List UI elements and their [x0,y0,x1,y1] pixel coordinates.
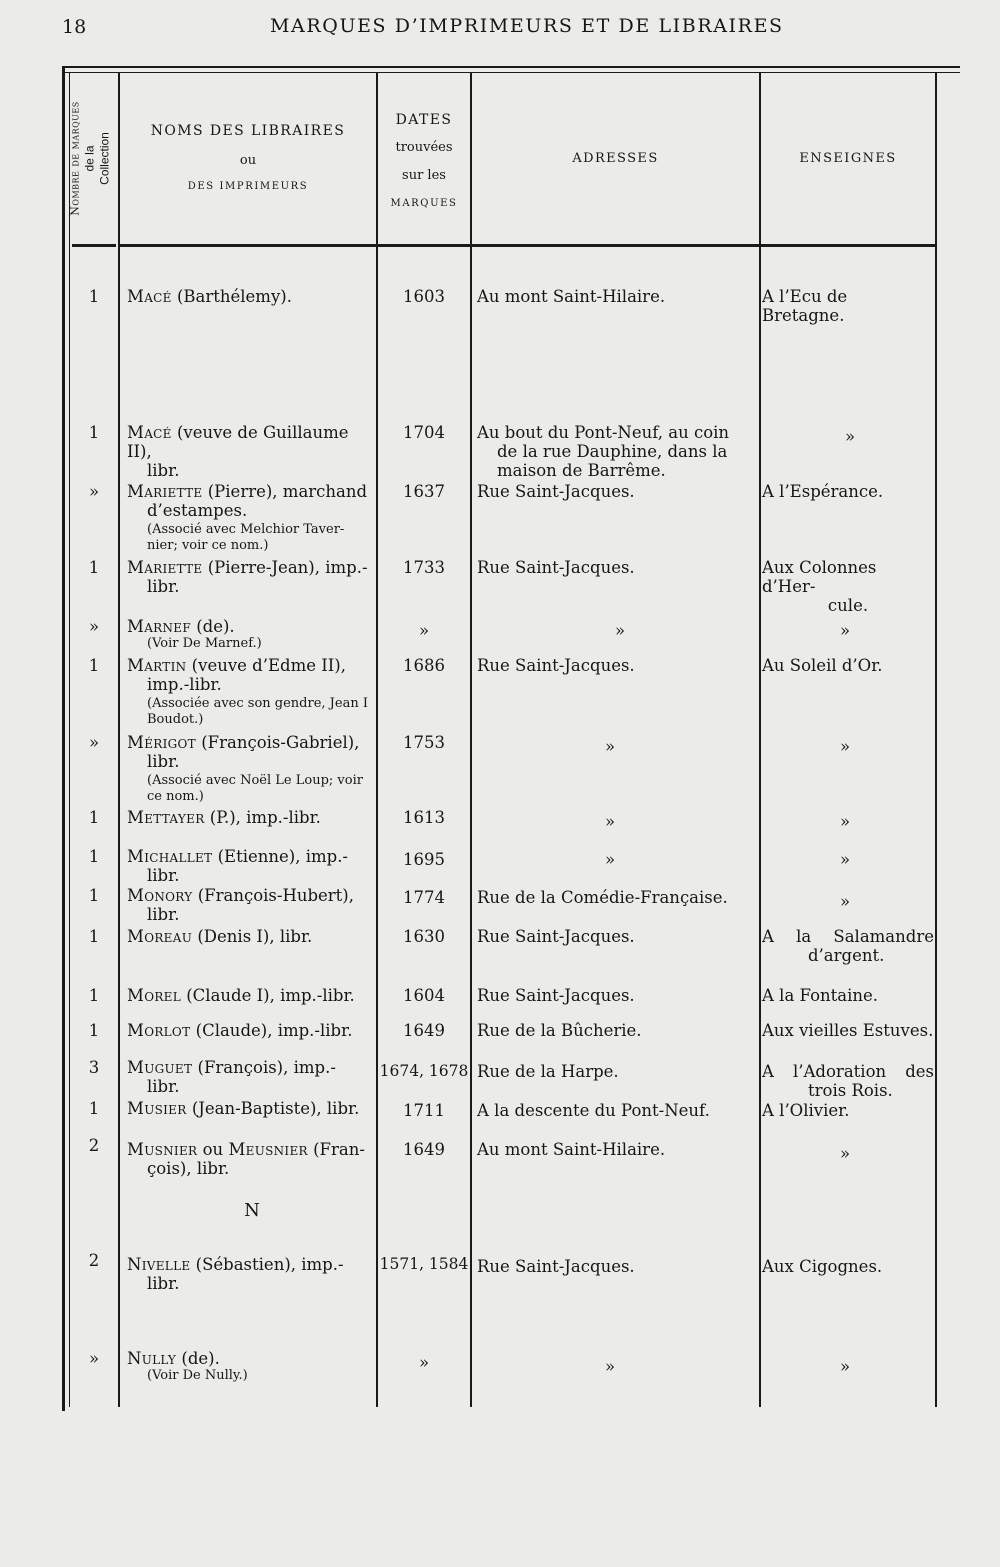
row-9-forename: (François-Hubert), [192,886,354,905]
row-1-surname: Macé [127,423,172,442]
row-1-name-line2: libr. [147,461,180,480]
row-10-forename: (Denis I), libr. [192,927,313,946]
row-17-note-line1: (Voir De Nully.) [147,1368,248,1383]
row-14-forename: (Jean-Baptiste), libr. [186,1099,360,1118]
row-11-surname: Morel [127,986,181,1005]
row-13-sign [762,1062,934,1100]
row-7-surname: Mettayer [127,808,205,827]
row-16-date: 1571, 1584 [379,1255,469,1273]
row-5-note-line2: Boudot.) [147,712,204,727]
row-12-surname: Morlot [127,1021,191,1040]
row-6-note-line2: ce nom.) [147,789,204,804]
row-3-sign [762,558,934,615]
row-10-name [127,927,377,946]
row-0-sign: A l’Ecu de Bretagne. [762,287,848,325]
header-bottom-rule-left [72,244,116,247]
row-3-name-line2: libr. [147,577,180,596]
header-nombre-line2: de la [82,144,97,172]
row-7-name [127,808,377,827]
row-16-sign: Aux Cigognes. [762,1257,883,1276]
page-number: 18 [62,16,87,38]
row-5-surname: Martin [127,656,187,675]
row-15-surname: Musnier [127,1140,198,1159]
row-9-address: Rue de la Comédie-Française. [477,888,728,907]
row-16-name-line2: libr. [147,1274,180,1293]
row-8-name-line2: libr. [147,866,180,885]
row-9-sign: » [840,892,851,911]
row-14-name [127,1099,377,1118]
outer-left-border [62,66,65,1411]
row-2-forename: (Pierre), marchand [202,482,368,501]
row-5-name [127,656,377,728]
row-14-date: 1711 [403,1101,445,1120]
row-4-note-line1: (Voir De Marnef.) [147,636,262,651]
row-0-count: 1 [88,287,100,306]
row-11-name [127,986,377,1005]
header-nombre-line1: Nombre de marques [68,100,82,216]
table-top-rule [62,66,960,68]
row-6-forename: (François-Gabriel), [195,733,360,752]
row-4-address: » [614,621,626,640]
row-13-sign-line2: trois Rois. [808,1081,893,1100]
row-1-date: 1704 [403,423,445,442]
row-7-address: » [604,812,616,831]
row-15-name-line2: çois), libr. [147,1159,230,1178]
table-top-rule-thin [62,72,960,73]
header-bottom-rule [118,244,935,247]
row-8-sign: » [840,850,851,869]
running-title: MARQUES D’IMPRIMEURS ET DE LIBRAIRES [270,15,784,37]
row-4-surname: Marnef [127,617,191,636]
row-15-count: 2 [88,1136,100,1155]
row-6-count: » [88,733,100,752]
row-10-sign-line1: A la Salamandre [762,927,934,946]
row-12-sign: Aux vieilles Estuves. [762,1021,934,1040]
row-14-sign: A l’Olivier. [762,1101,850,1120]
row-12-name [127,1021,377,1040]
header-dates-line2: trouvées [395,140,453,155]
row-8-address: » [604,850,616,869]
row-1-address [477,423,759,480]
row-17-surname: Nully [127,1349,177,1368]
row-1-name [127,423,377,480]
row-9-name [127,886,377,924]
row-6-address: » [604,737,616,756]
row-8-surname: Michallet [127,847,213,866]
row-11-sign: A la Fontaine. [762,986,879,1005]
row-8-name [127,847,377,885]
row-10-date: 1630 [403,927,445,946]
row-9-name-line2: libr. [147,905,180,924]
section-letter: N [244,1200,260,1221]
row-1-address-line2: de la rue Dauphine, dans la [497,442,728,461]
row-4-sign: » [840,621,851,640]
row-16-forename: (Sébastien), imp.- [190,1255,344,1274]
row-1-forename: (veuve de Guillaume II), [127,423,349,461]
row-2-surname: Mariette [127,482,203,501]
row-0-name [127,287,377,306]
row-17-forename: (de). [176,1349,220,1368]
row-6-name-line2: libr. [147,752,180,771]
row-10-address: Rue Saint-Jacques. [477,927,635,946]
col-divider-4 [759,72,761,1407]
header-nombre-line3: Collection [97,131,112,185]
row-15-address: Au mont Saint-Hilaire. [477,1140,666,1159]
row-12-address: Rue de la Bûcherie. [477,1021,642,1040]
row-0-date: 1603 [403,287,445,306]
row-10-surname: Moreau [127,927,193,946]
row-8-date: 1695 [403,850,445,869]
row-0-forename: (Barthélemy). [171,287,292,306]
row-5-name-line2: imp.-libr. [147,675,222,694]
row-11-forename: (Claude I), imp.-libr. [181,986,355,1005]
row-4-name [127,617,377,652]
header-dates-line4: MARQUES [390,198,458,209]
row-3-date: 1733 [403,558,445,577]
row-0-address: Au mont Saint-Hilaire. [477,287,666,306]
row-15-surname-alt: Meusnier [228,1140,308,1159]
row-3-forename: (Pierre-Jean), imp.- [202,558,368,577]
row-3-name [127,558,377,596]
header-dates-line1: DATES [395,112,453,128]
row-17-date: » [418,1353,430,1372]
row-6-surname: Mérigot [127,733,196,752]
row-6-note-line1: (Associé avec Noël Le Loup; voir [147,773,363,788]
row-4-forename: (de). [190,617,235,636]
row-6-sign: » [840,737,851,756]
row-5-note-line1: (Associée avec son gendre, Jean I [147,696,368,711]
row-3-sign-line2: cule. [827,596,869,615]
row-2-note-line2: nier; voir ce nom.) [147,538,269,553]
row-3-count: 1 [88,558,100,577]
row-15-date: 1649 [403,1140,445,1159]
row-15-connector: ou [197,1140,229,1159]
row-8-forename: (Etienne), imp.- [212,847,349,866]
row-7-forename: (P.), imp.-libr. [204,808,321,827]
row-17-address: » [604,1357,616,1376]
row-15-name [127,1140,377,1178]
row-1-address-line1: Au bout du Pont-Neuf, au coin [477,423,730,442]
row-2-name-line2: d’estampes. [147,501,248,520]
row-12-forename: (Claude), imp.-libr. [190,1021,353,1040]
row-13-sign-line1: A l’Adoration des [762,1062,934,1081]
row-15-sign: » [840,1144,851,1163]
row-5-count: 1 [88,656,100,675]
row-5-date: 1686 [403,656,445,675]
row-8-count: 1 [88,847,100,866]
row-3-address: Rue Saint-Jacques. [477,558,635,577]
row-2-note-line1: (Associé avec Melchior Taver- [147,522,345,537]
header-noms-line1: NOMS DES LIBRAIRES [150,123,346,139]
row-13-address: Rue de la Harpe. [477,1062,619,1081]
row-7-sign: » [840,812,851,831]
row-15-forename: (Fran- [307,1140,365,1159]
row-5-forename: (veuve d’Edme II), [186,656,346,675]
row-7-date: 1613 [403,808,445,827]
row-13-name [127,1058,377,1096]
col-divider-1 [118,72,120,1407]
row-2-name [127,482,377,554]
row-17-sign: » [840,1357,851,1376]
row-11-count: 1 [88,986,100,1005]
row-17-count: » [88,1349,100,1368]
row-2-date: 1637 [403,482,445,501]
row-7-count: 1 [88,808,100,827]
row-14-count: 1 [88,1099,100,1118]
row-2-address: Rue Saint-Jacques. [477,482,635,501]
row-4-date: » [418,621,430,640]
row-9-count: 1 [88,886,100,905]
row-4-count: » [88,617,100,636]
row-14-surname: Musier [127,1099,187,1118]
row-16-surname: Nivelle [127,1255,191,1274]
header-nombre-de-marques [68,78,112,238]
row-5-address: Rue Saint-Jacques. [477,656,635,675]
row-6-name [127,733,377,805]
header-noms [122,122,374,196]
header-enseignes: ENSEIGNES [799,151,897,166]
inner-left-border [69,72,70,1407]
row-1-address-line3: maison de Barrême. [497,461,666,480]
row-13-surname: Muguet [127,1058,193,1077]
header-dates [378,106,470,218]
row-10-sign-line2: d’argent. [808,946,885,965]
header-noms-line3: DES IMPRIMEURS [187,181,309,192]
row-0-surname: Macé [127,287,172,306]
row-13-name-line2: libr. [147,1077,180,1096]
row-16-name [127,1255,377,1293]
row-16-count: 2 [88,1251,100,1270]
row-1-sign: » [844,427,856,446]
row-10-sign [762,927,934,965]
row-5-sign: Au Soleil d’Or. [762,656,883,675]
row-2-sign: A l’Espérance. [762,482,884,501]
row-1-count: 1 [88,423,100,442]
header-noms-line2: ou [239,153,257,168]
row-12-date: 1649 [403,1021,445,1040]
row-3-surname: Mariette [127,558,203,577]
row-9-surname: Monory [127,886,193,905]
row-11-date: 1604 [403,986,445,1005]
row-14-address: A la descente du Pont-Neuf. [477,1101,710,1120]
row-6-date: 1753 [403,733,445,752]
row-9-date: 1774 [403,888,445,907]
row-10-count: 1 [88,927,100,946]
col-divider-5 [935,72,937,1407]
row-13-date: 1674, 1678 [379,1062,469,1080]
header-adresses: ADRESSES [572,151,659,166]
row-2-count: » [88,482,100,501]
row-11-address: Rue Saint-Jacques. [477,986,635,1005]
row-13-count: 3 [88,1058,100,1077]
row-3-sign-line1: Aux Colonnes d’Her- [762,558,877,596]
row-13-forename: (François), imp.- [192,1058,336,1077]
header-dates-line3: sur les [402,168,446,183]
row-12-count: 1 [88,1021,100,1040]
row-16-address: Rue Saint-Jacques. [477,1257,635,1276]
row-17-name [127,1349,377,1384]
